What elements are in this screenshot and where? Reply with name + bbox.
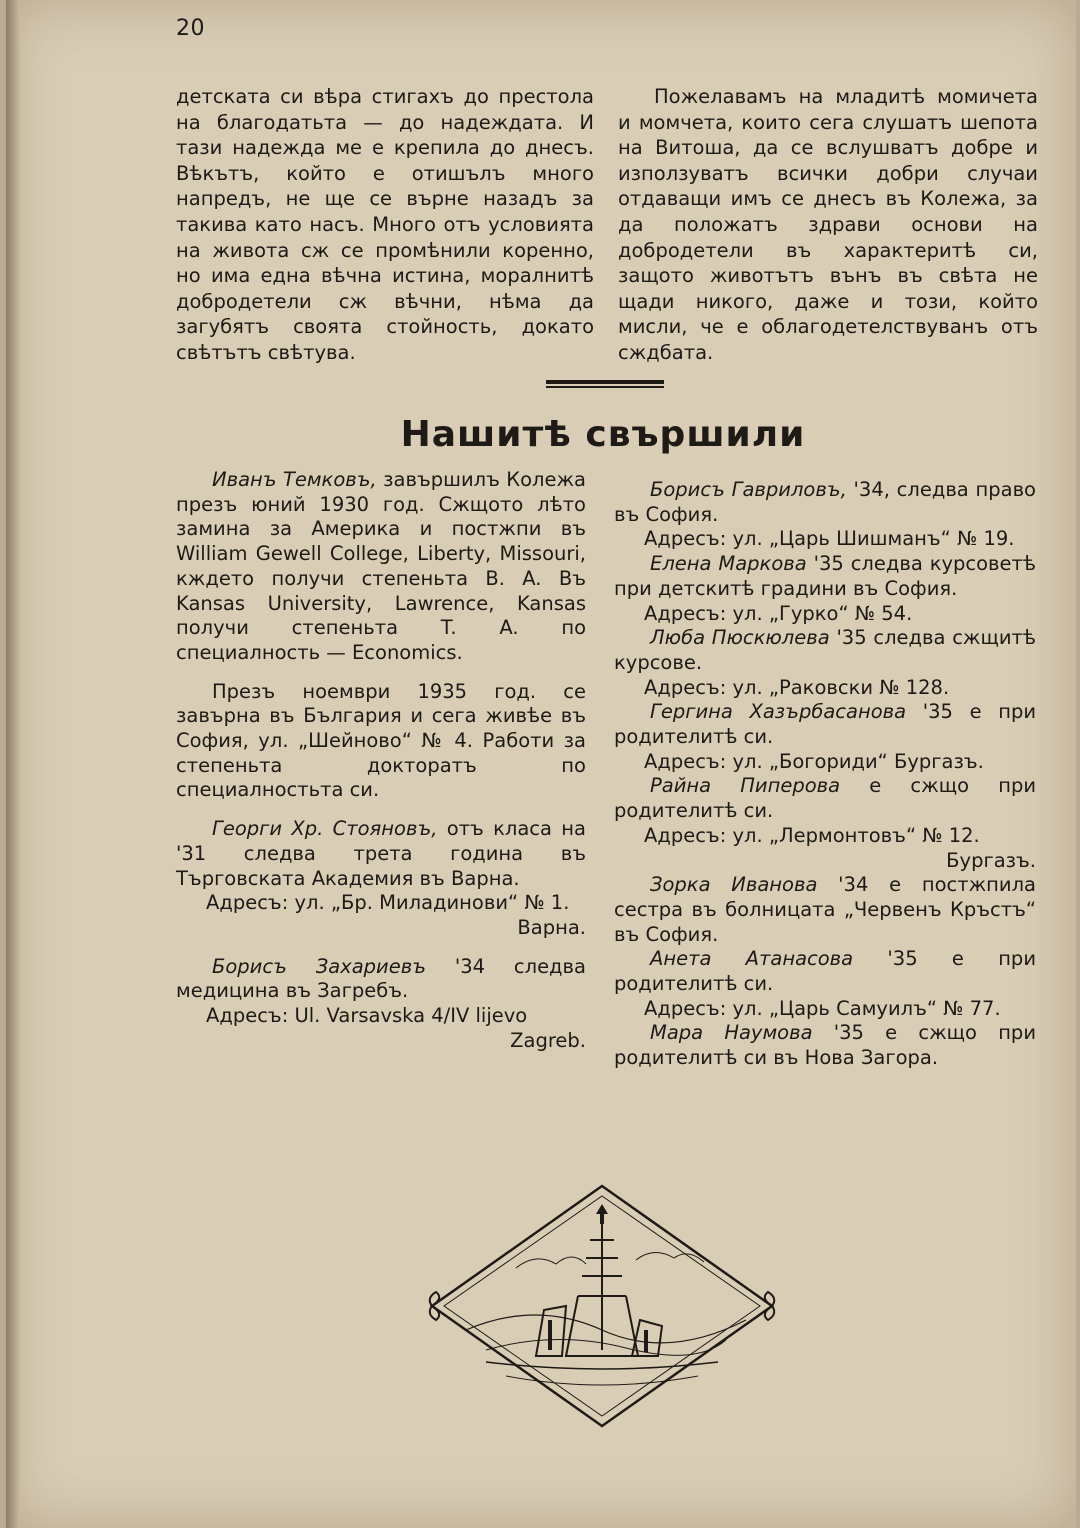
entry-name: Борисъ Захариевъ (212, 954, 426, 978)
entry-zahariev (176, 955, 586, 1004)
entry-address: Адресъ: ул. „Царь Шишманъ“ № 19. (644, 527, 1015, 551)
entry-temkov-cont: Презъ ноември 1935 год. се завърна въ България и сега живѣе въ София, ул. „Шейново“ № 4. Работи за степеньта докторатъ по специалностьта си. (176, 679, 586, 802)
page-number: 20 (176, 16, 205, 41)
entry-address: Адресъ: ул. „Богориди“ Бургазъ. (644, 749, 984, 773)
entry-name: Мара Наумова (650, 1021, 813, 1045)
section-divider (546, 380, 664, 388)
entry-name: Зорка Иванова (650, 873, 818, 897)
entry-name: Иванъ Темковъ, (212, 468, 377, 491)
entry-name: Гергина Хазърбасанова (650, 700, 907, 724)
entry-markova (614, 552, 1036, 601)
entry-address: Адресъ: ул. „Бр. Миладинови“ № 1. (206, 891, 570, 915)
entry-address: Адресъ: ул. „Раковски № 128. (644, 675, 950, 699)
left-column (176, 468, 586, 1053)
top-right-paragraph: Пожелавамъ на младитѣ момичета и момчета, които сега слушатъ шепота на Витоша, да се вслушватъ добре и използуватъ всички добри случаи отдаващи имъ се днесъ въ Колежа, за да положатъ здрави основи на добродетели въ характеритѣ си, защото животътъ вънъ въ свѣта не щади никого, даже и този, който мисли, че е облагодетелствуванъ отъ сждбата. (618, 85, 1038, 364)
entry-text: '35 е при родителитѣ си. (614, 700, 1036, 749)
entry-text: '34, следва право въ София. (614, 478, 1036, 526)
entry-address: Адресъ: ул. „Лермонтовъ“ № 12. (644, 823, 980, 847)
entry-city: Варна. (517, 915, 586, 939)
entry-hazarbasanova (614, 700, 1036, 749)
entry-pyuskyuleva (614, 626, 1036, 675)
entry-piperova (614, 774, 1036, 823)
entry-ivanova (614, 873, 1036, 947)
top-left-paragraph: детската си вѣра стигахъ до престола на благодатьта — до надеждата. И тази надежда ме е крепила до днесъ. Вѣкътъ, който е отишълъ много напредъ, не ще се върне назадъ за такива като насъ. Много отъ условията на живота сж се промѣнили коренно, но има една вѣчна истина, моралнитѣ добродетели сж вѣчни, нѣма да загубятъ своята стойность, докато свѣтътъ свѣтува. (176, 85, 594, 364)
right-column (614, 478, 1036, 1071)
entry-name: Райна Пиперова (650, 774, 841, 798)
entry-text: отъ класа на '31 следва трета година въ Търговската Академия въ Варна. (176, 817, 586, 890)
entry-temkov (176, 468, 586, 666)
entry-city: Бургазъ. (946, 848, 1036, 872)
entry-address: Адресъ: Ul. Varsavska 4/IV lijevo (206, 1004, 528, 1028)
entry-name: Анета Атанасова (650, 947, 854, 971)
entry-address: Адресъ: ул. „Царь Самуилъ“ № 77. (644, 996, 1001, 1020)
page (6, 0, 1076, 1528)
entry-text: '34 е постжпила сестра въ болницата „Червенъ Кръстъ“ въ София. (614, 873, 1036, 946)
entry-city: Zagreb. (510, 1028, 586, 1052)
entry-text: '34 следва медицина въ Загребъ. (176, 954, 586, 1003)
entry-atanasova (614, 947, 1036, 996)
entry-text: '35 е при родителитѣ си. (614, 947, 1036, 996)
entry-naumova (614, 1021, 1036, 1070)
entry-address: Адресъ: ул. „Гурко“ № 54. (644, 601, 913, 625)
entry-text: завършилъ Колежа презъ юний 1930 год. Сжщото лѣто замина за Америка и постжпи въ William Gewell College, Liberty, Missouri, кждето получи степеньта B. A. Въ Kansas University, Lawrence, Kansas получи степеньта T. A. по специалность — Economics. (176, 468, 586, 664)
entry-text: '35 следва курсоветѣ при детскитѣ градини въ София. (614, 552, 1036, 600)
entry-name: Елена Маркова (650, 552, 807, 576)
entry-stoyanov (176, 817, 586, 891)
entry-name: Георги Хр. Стояновъ, (212, 817, 438, 841)
entry-name: Борисъ Гавриловъ, (650, 478, 847, 501)
vitosha-monument-vignette (426, 1180, 778, 1432)
page-edge (6, 0, 20, 1528)
entry-gavrilov (614, 478, 1036, 527)
entry-text: е сжщо при родителитѣ си. (614, 774, 1036, 823)
entry-name: Люба Пюскюлева (650, 626, 830, 650)
entry-text: '35 е сжщо при родителитѣ си въ Нова Загора. (614, 1021, 1036, 1070)
entry-text: '35 следва сжщитѣ курсове. (614, 626, 1036, 674)
section-title: Нашитѣ свършили (400, 414, 806, 455)
